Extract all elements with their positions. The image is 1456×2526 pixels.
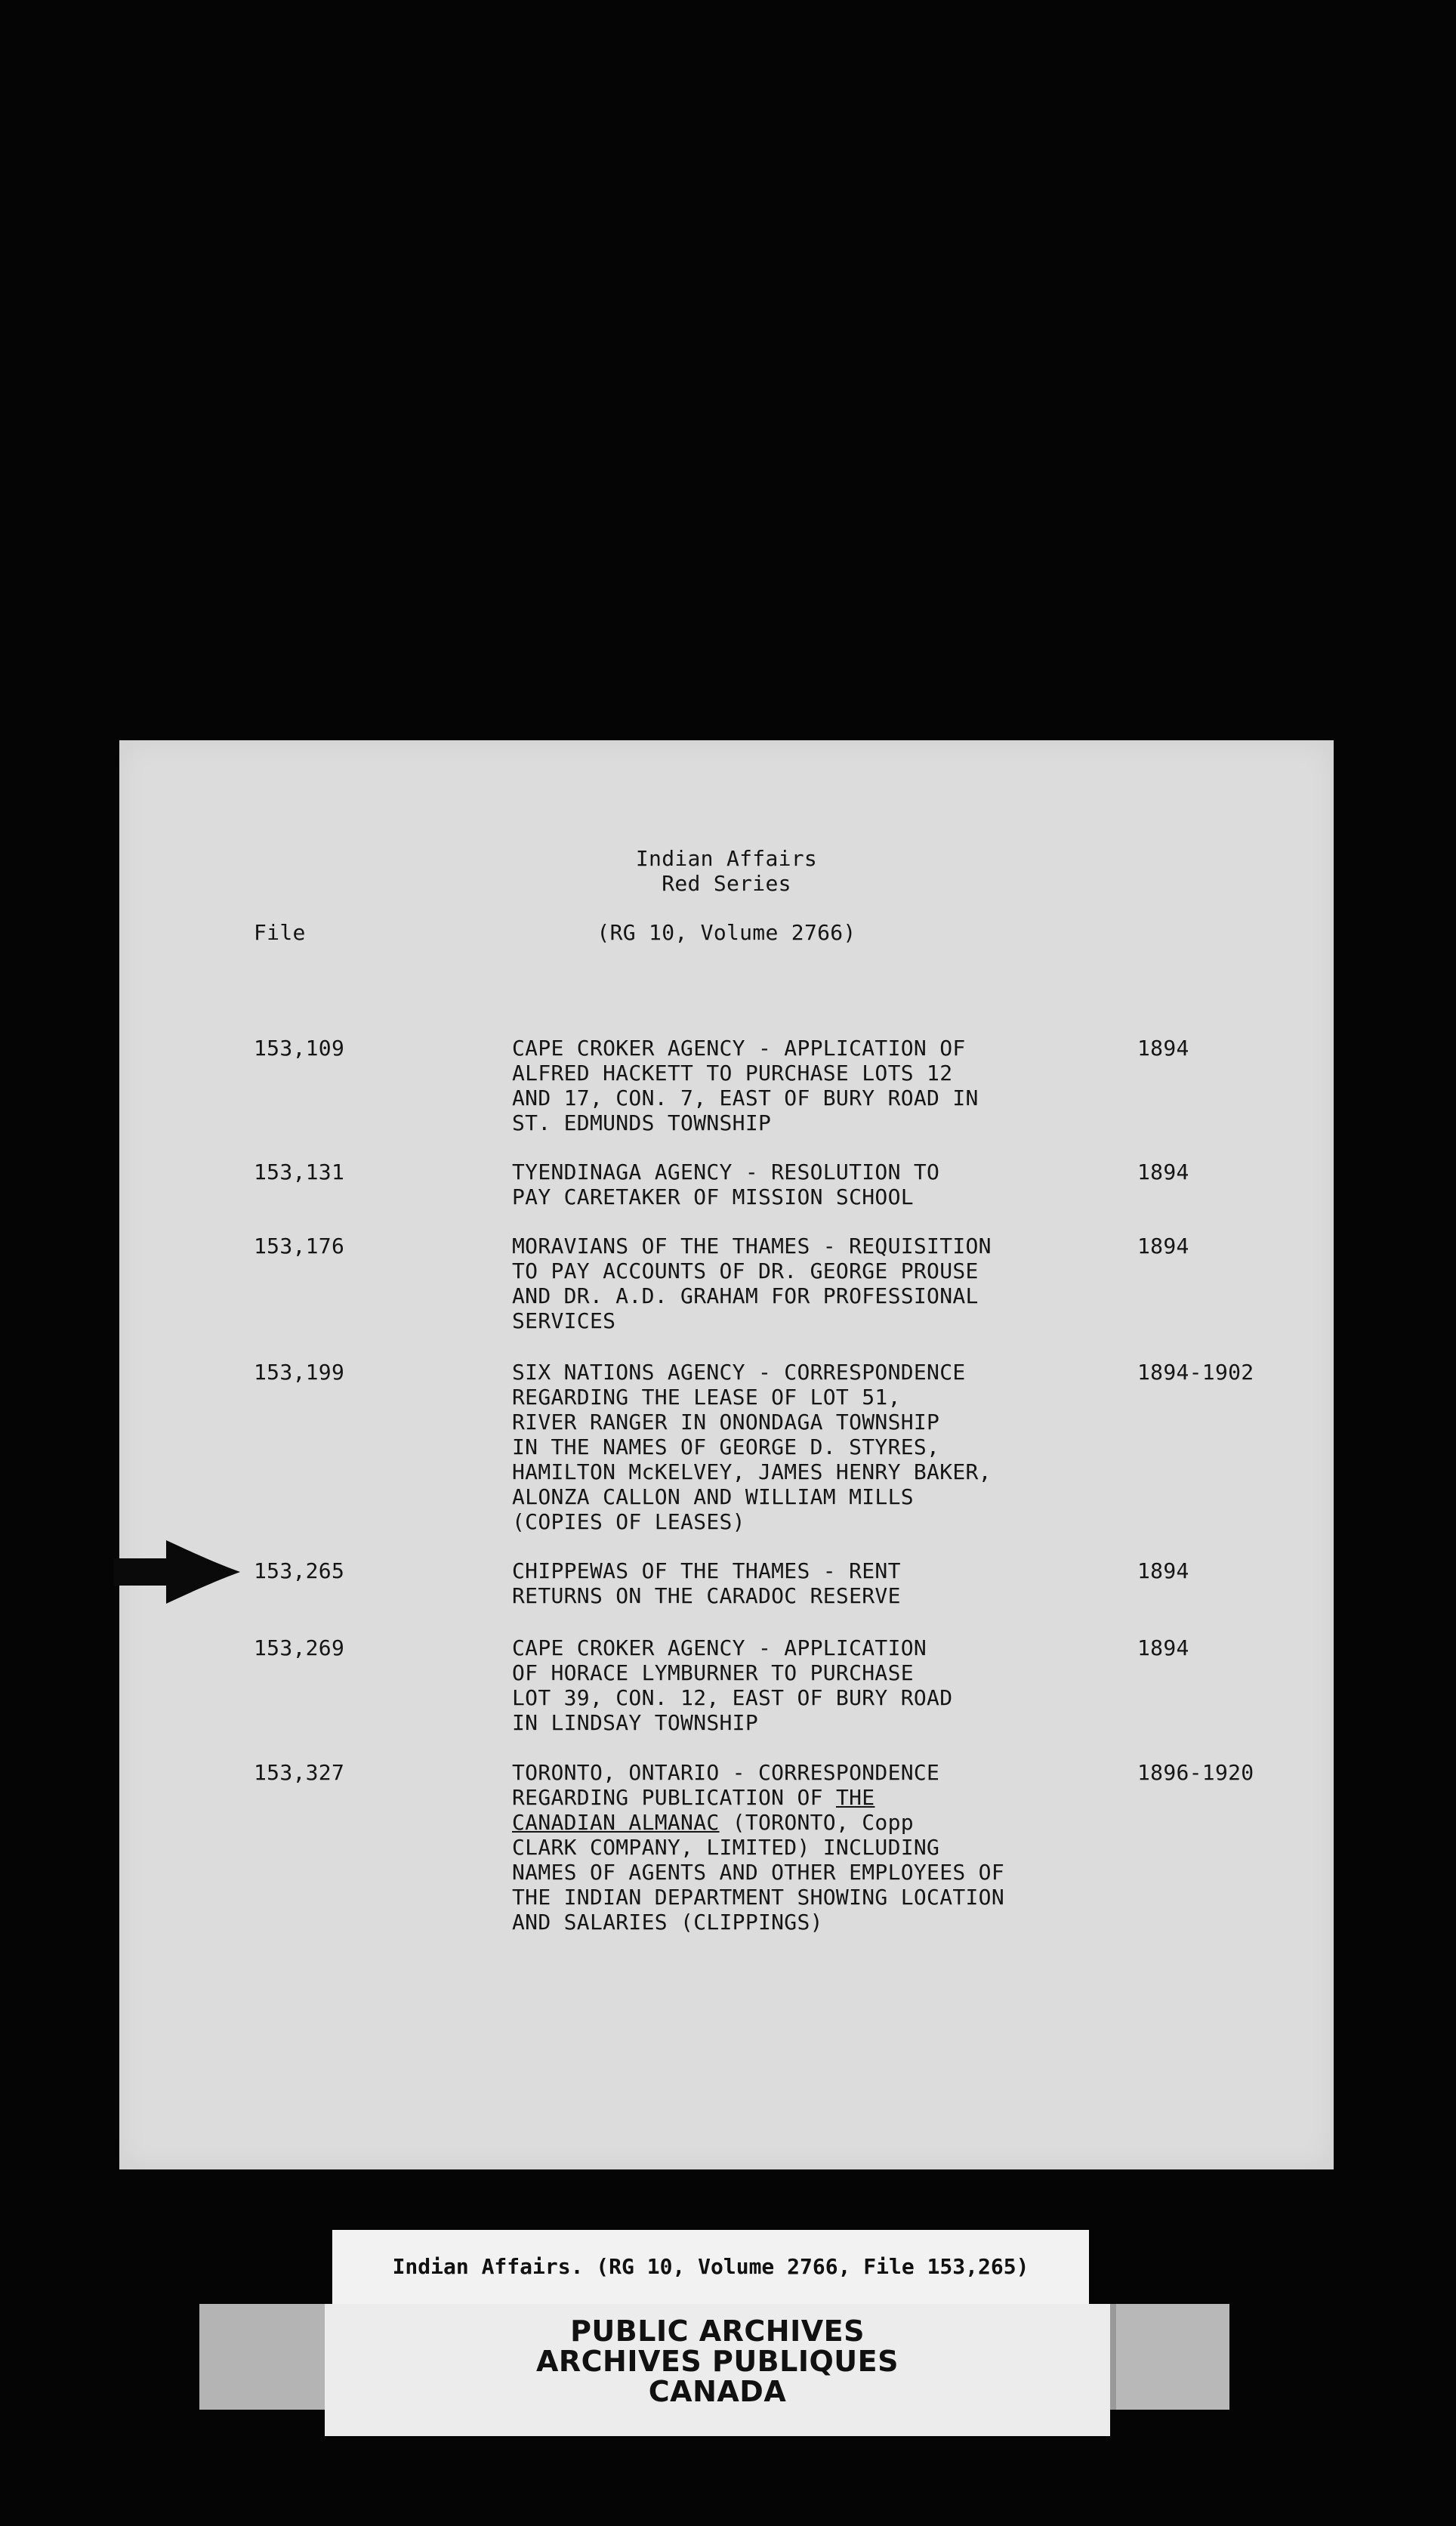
microfilm-caption: Indian Affairs. (RG 10, Volume 2766, File 153,265) <box>332 2230 1089 2304</box>
document-page <box>119 740 1334 2169</box>
archives-stamp <box>325 2304 1110 2436</box>
document-series: Red Series <box>662 871 791 896</box>
file-number: 153,199 <box>254 1360 345 1385</box>
file-years: 1894 <box>1137 1558 1189 1583</box>
document-title: Indian Affairs <box>635 846 818 871</box>
file-description: TYENDINAGA AGENCY - RESOLUTION TO PAY CARETAKER OF MISSION SCHOOL <box>512 1160 940 1209</box>
stamp-line-english: PUBLIC ARCHIVES <box>570 2314 865 2348</box>
pointer-arrow-icon <box>113 1537 242 1607</box>
file-number: 153,265 <box>254 1558 345 1583</box>
file-number: 153,131 <box>254 1160 345 1184</box>
file-number: 153,327 <box>254 1760 345 1785</box>
file-column-label: File <box>254 920 306 945</box>
file-description: CAPE CROKER AGENCY - APPLICATION OF ALFRED HACKETT TO PURCHASE LOTS 12 AND 17, CON. 7, EAST OF BURY ROAD IN ST. EDMUNDS TOWNSHIP <box>512 1036 979 1135</box>
file-years: 1894 <box>1137 1160 1189 1184</box>
stamp-line-country: CANADA <box>648 2375 787 2408</box>
file-description: MORAVIANS OF THE THAMES - REQUISITION TO PAY ACCOUNTS OF DR. GEORGE PROUSE AND DR. A.D. GRAHAM FOR PROFESSIONAL SERVICES <box>512 1234 992 1333</box>
file-years: 1896-1920 <box>1137 1760 1254 1785</box>
file-number: 153,176 <box>254 1234 345 1258</box>
file-description: SIX NATIONS AGENCY - CORRESPONDENCE REGARDING THE LEASE OF LOT 51, RIVER RANGER IN ONONDAGA TOWNSHIP IN THE NAMES OF GEORGE D. STYRES, HAMILTON McKELVEY, JAMES HENRY BAKER, ALONZA CALLON AND WILLIAM MILLS (COPIES OF LEASES) <box>512 1360 992 1534</box>
file-description: TORONTO, ONTARIO - CORRESPONDENCE REGARDING PUBLICATION OF THE CANADIAN ALMANAC (TORONTO, Copp CLARK COMPANY, LIMITED) INCLUDING NAMES OF AGENTS AND OTHER EMPLOYEES OF THE INDIAN DEPARTMENT SHOWING LOCATION AND SALARIES (CLIPPINGS) <box>512 1760 1004 1935</box>
file-years: 1894 <box>1137 1036 1189 1061</box>
file-years: 1894-1902 <box>1137 1360 1254 1385</box>
underlined-title: CANADIAN ALMANAC <box>512 1810 720 1835</box>
file-number: 153,269 <box>254 1635 345 1660</box>
file-number: 153,109 <box>254 1036 345 1061</box>
underlined-title: THE <box>835 1785 875 1810</box>
stamp-line-french: ARCHIVES PUBLIQUES <box>536 2345 899 2378</box>
stamp-band-right <box>1116 2304 1229 2410</box>
file-description: CAPE CROKER AGENCY - APPLICATION OF HORACE LYMBURNER TO PURCHASE LOT 39, CON. 12, EAST OF BURY ROAD IN LINDSAY TOWNSHIP <box>512 1635 953 1735</box>
file-years: 1894 <box>1137 1635 1189 1660</box>
file-description: CHIPPEWAS OF THE THAMES - RENT RETURNS ON THE CARADOC RESERVE <box>512 1558 901 1608</box>
stamp-band-left <box>199 2304 328 2410</box>
file-years: 1894 <box>1137 1234 1189 1258</box>
volume-reference: (RG 10, Volume 2766) <box>597 920 856 945</box>
